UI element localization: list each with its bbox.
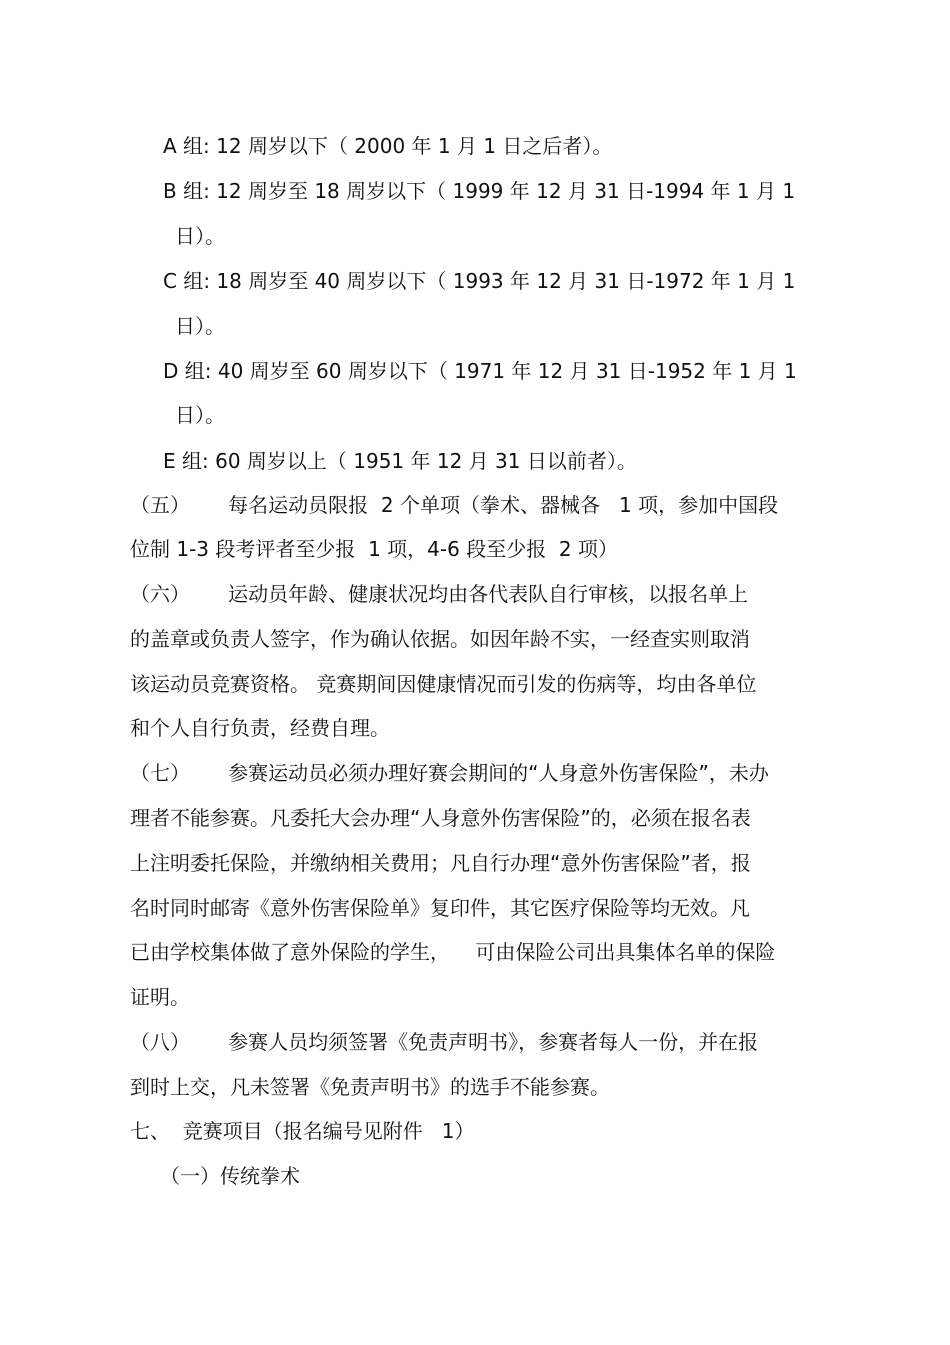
group-d-line-2: 日）。 xyxy=(175,403,225,427)
item-8-line-2: 到时上交，凡未签署《免责声明书》的选手不能参赛。 xyxy=(130,1075,610,1099)
item-6-line-2: 的盖章或负责人签字，作为确认依据。如因年龄不实，一经查实则取消 xyxy=(130,627,750,651)
item-7-line-1: （七） 参赛运动员必须办理好赛会期间的“人身意外伤害保险”，未办 xyxy=(130,761,769,785)
group-b-line-2: 日）。 xyxy=(175,224,225,248)
item-5-line-1: （五） 每名运动员限报 2 个单项（拳术、器械各 1 项，参加中国段 xyxy=(130,493,779,517)
item-7-line-2: 理者不能参赛。凡委托大会办理“人身意外伤害保险”的，必须在报名表 xyxy=(130,806,751,830)
item-7-line-5: 已由学校集体做了意外保险的学生， 可由保险公司出具集体名单的保险 xyxy=(130,940,776,964)
group-d-line-1: D 组: 40 周岁至 60 周岁以下（ 1971 年 12 月 31 日-1952 年 1 月 1 xyxy=(163,359,797,383)
group-c-line-1: C 组: 18 周岁至 40 周岁以下（ 1993 年 12 月 31 日-1972 年 1 月 1 xyxy=(163,269,796,293)
group-c-line-2: 日）。 xyxy=(175,314,225,338)
group-e-line: E 组: 60 周岁以上（ 1951 年 12 月 31 日以前者）。 xyxy=(163,449,637,473)
item-5-line-2: 位制 1-3 段考评者至少报 1 项，4-6 段至少报 2 项） xyxy=(130,537,618,561)
item-7-line-3: 上注明委托保险，并缴纳相关费用；凡自行办理“意外伤害保险”者，报 xyxy=(130,851,751,875)
item-7-line-6: 证明。 xyxy=(130,985,190,1009)
group-b-line-1: B 组: 12 周岁至 18 周岁以下（ 1999 年 12 月 31 日-1994 年 1 月 1 xyxy=(163,179,796,203)
section-7-heading: 七、 竞赛项目（报名编号见附件 1） xyxy=(130,1119,475,1143)
group-a-line: A 组: 12 周岁以下（ 2000 年 1 月 1 日之后者）。 xyxy=(163,134,613,158)
item-8-line-1: （八） 参赛人员均须签署《免责声明书》，参赛者每人一份，并在报 xyxy=(130,1030,759,1054)
section-7-subheading-1: （一）传统拳术 xyxy=(160,1164,300,1188)
item-6-line-3: 该运动员竞赛资格。 竞赛期间因健康情况而引发的伤病等，均由各单位 xyxy=(130,672,757,696)
item-6-line-1: （六） 运动员年龄、健康状况均由各代表队自行审核，以报名单上 xyxy=(130,582,749,606)
item-6-line-4: 和个人自行负责，经费自理。 xyxy=(130,716,390,740)
item-7-line-4: 名时同时邮寄《意外伤害保险单》复印件，其它医疗保险等均无效。凡 xyxy=(130,896,750,920)
